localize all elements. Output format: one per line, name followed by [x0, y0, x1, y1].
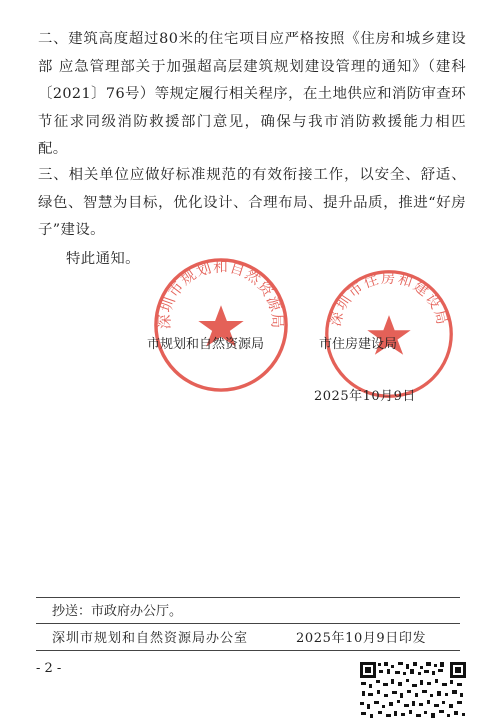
footer-divider-bottom	[36, 650, 460, 651]
issuing-office: 深圳市规划和自然资源局办公室	[52, 631, 249, 646]
closing-line: 特此通知。	[66, 251, 140, 267]
planning-bureau-seal-icon	[152, 256, 290, 394]
seal-left-text: 深圳市规划和自然资源局	[156, 258, 286, 330]
issue-date: 2025年10月9日印发	[296, 631, 427, 646]
page-number: - 2 -	[36, 661, 62, 676]
paragraph-two: 二、建筑高度超过80米的住宅项目应严格按照《住房和城乡建设部 应急管理部关于加强超高层建筑规划建设管理的通知》（建科〔2021〕76号）等规定履行相关程序，在土地供应和消防审查环节征求同级消防救援部门意见，确保与我市消防救援能力相匹配。	[38, 31, 466, 157]
seal-right-text: 深圳市住房和建设局	[327, 270, 451, 329]
footer-divider-middle	[36, 623, 460, 624]
cc-line: 抄送：市政府办公厅。	[52, 604, 183, 619]
qr-code-icon	[358, 660, 468, 719]
signature-housing-bureau: 市住房建设局	[319, 337, 398, 352]
footer-divider-top	[36, 597, 460, 598]
paragraph-three: 三、相关单位应做好标准规范的有效衔接工作，以安全、舒适、绿色、智慧为目标，优化设计、合理布局、提升品质，推进“好房子”建设。	[38, 167, 466, 238]
signature-planning-bureau: 市规划和自然资源局	[147, 337, 265, 352]
signature-date: 2025年10月9日	[314, 389, 416, 404]
